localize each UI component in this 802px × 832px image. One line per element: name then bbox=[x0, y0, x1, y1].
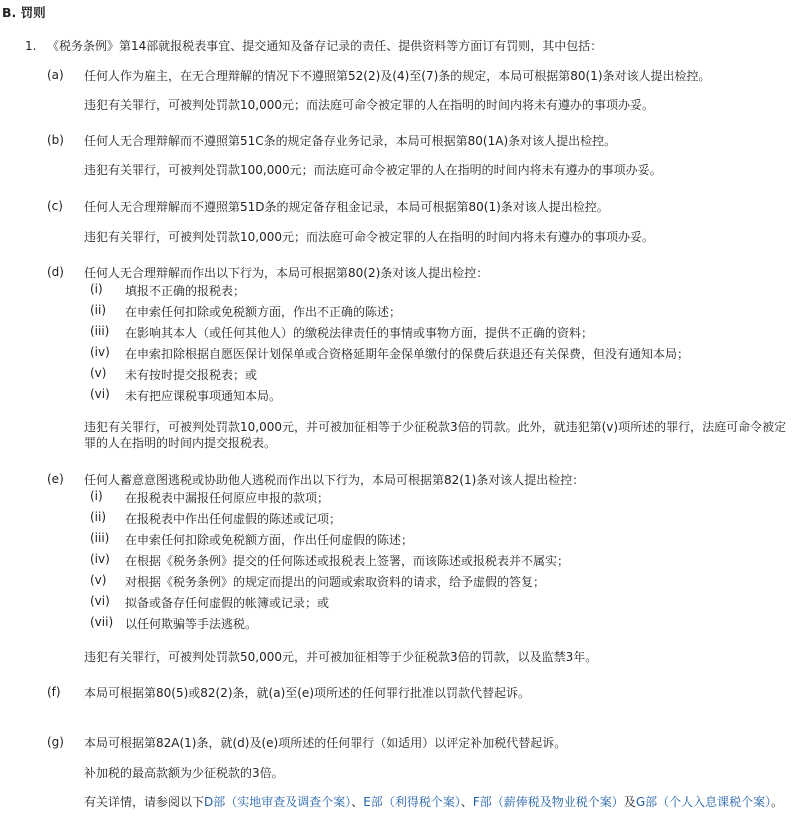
list-item: (iv) 在根据《税务条例》提交的任何陈述或报税表上签署，而该陈述或报税表并不属实； bbox=[90, 552, 570, 568]
item-a-label: (a) bbox=[47, 68, 64, 82]
list-item: (iv) 在申索扣除根据自愿医保计划保单或合资格延期年金保单缴付的保费后获退还有关保费，但没有通知本局； bbox=[90, 345, 690, 361]
separator: 、 bbox=[460, 795, 473, 809]
item-c-rule: 任何人无合理辩解而不遵照第51D条的规定备存租金记录，本局可根据第80(1)条对该人提出检控。 bbox=[84, 200, 609, 214]
link-part-f[interactable]: F部（薪俸税及物业税个案） bbox=[472, 795, 624, 809]
item-a-penalty: 违犯有关罪行，可被判处罚款10,000元；而法庭可命令被定罪的人在指明的时间内将未有遵办的事项办妥。 bbox=[84, 98, 654, 112]
separator: 及 bbox=[623, 795, 636, 809]
list-item: (ii) 在报税表中作出任何虚假的陈述或记项； bbox=[90, 510, 342, 526]
item-d-sublist bbox=[0, 282, 802, 408]
item-f-label: (f) bbox=[47, 685, 61, 699]
item-d-penalty: 违犯有关罪行，可被判处罚款10,000元，并可被加征相等于少征税款3倍的罚款。此外，就违犯第(v)项所述的罪行，法庭可命令被定罪的人在指明的时间内提交报税表。 bbox=[84, 420, 787, 450]
list-item: (vi) 拟备或备存任何虚假的帐簿或记录；或 bbox=[90, 594, 330, 610]
item-f-text: 本局可根据第80(5)或82(2)条，就(a)至(e)项所述的任何罪行批准以罚款代替起诉。 bbox=[84, 686, 531, 700]
item-a-rule: 任何人作为雇主，在无合理辩解的情况下不遵照第52(2)及(4)至(7)条的规定，本局可根据第80(1)条对该人提出检控。 bbox=[84, 69, 711, 83]
intro-number: 1. bbox=[25, 39, 37, 53]
list-item: (ii) 在申索任何扣除或免税额方面，作出不正确的陈述； bbox=[90, 303, 402, 319]
intro-text: 《税务条例》第14部就报税表事宜、提交通知及备存记录的责任、提供资料等方面订有罚则，其中包括： bbox=[47, 39, 603, 53]
list-item: (vi) 未有把应课税事项通知本局。 bbox=[90, 387, 282, 403]
list-item: (i) 在报税表中漏报任何原应申报的款项； bbox=[90, 489, 330, 505]
list-item: (v) 未有按时提交报税表；或 bbox=[90, 366, 258, 382]
item-e-sublist bbox=[0, 489, 802, 636]
link-part-d[interactable]: D部（实地审查及调查个案） bbox=[204, 795, 352, 809]
item-e-penalty: 违犯有关罪行，可被判处罚款50,000元，并可被加征相等于少征税款3倍的罚款，以及监禁3年。 bbox=[84, 650, 598, 664]
item-d-label: (d) bbox=[47, 265, 64, 279]
list-item: (i) 填报不正确的报税表； bbox=[90, 282, 246, 298]
item-g-label: (g) bbox=[47, 735, 64, 749]
list-item: (iii) 在申索任何扣除或免税额方面，作出任何虚假的陈述； bbox=[90, 531, 414, 547]
details-prefix: 有关详情，请参阅以下 bbox=[84, 795, 205, 809]
link-part-g[interactable]: G部（个人入息课税个案） bbox=[635, 795, 772, 809]
item-b-label: (b) bbox=[47, 133, 64, 147]
item-b-rule: 任何人无合理辩解而不遵照第51C条的规定备存业务记录，本局可根据第80(1A)条对该人提出检控。 bbox=[84, 134, 617, 148]
item-e-lead: 任何人蓄意意图逃税或协助他人逃税而作出以下行为，本局可根据第82(1)条对该人提出检控： bbox=[84, 473, 585, 487]
item-c-penalty: 违犯有关罪行，可被判处罚款10,000元；而法庭可命令被定罪的人在指明的时间内将未有遵办的事项办妥。 bbox=[84, 230, 654, 244]
item-c-label: (c) bbox=[47, 199, 63, 213]
item-g-details bbox=[84, 794, 788, 810]
intro-paragraph bbox=[25, 37, 602, 54]
list-item: (iii) 在影响其本人（或任何其他人）的缴税法律责任的事情或事物方面，提供不正确的资料； bbox=[90, 324, 594, 340]
item-g-max-penalty: 补加税的最高款额为少征税款的3倍。 bbox=[84, 766, 284, 780]
item-e-label: (e) bbox=[47, 472, 64, 486]
list-item: (v) 对根据《税务条例》的规定而提出的问题或索取资料的请求，给予虚假的答复； bbox=[90, 573, 546, 589]
item-d-lead: 任何人无合理辩解而作出以下行为，本局可根据第80(2)条对该人提出检控： bbox=[84, 266, 489, 280]
list-item: (vii) 以任何欺骗等手法逃税。 bbox=[90, 615, 258, 631]
separator: 、 bbox=[351, 795, 364, 809]
item-b-penalty: 违犯有关罪行，可被判处罚款100,000元；而法庭可命令被定罪的人在指明的时间内将未有遵办的事项办妥。 bbox=[84, 163, 662, 177]
separator: 。 bbox=[771, 795, 784, 809]
link-part-e[interactable]: E部（利得税个案） bbox=[363, 795, 461, 809]
item-g-text: 本局可根据第82A(1)条，就(d)及(e)项所述的任何罪行（如适用）以评定补加税代替起诉。 bbox=[84, 736, 567, 750]
section-title: B. 罚则 bbox=[2, 5, 46, 20]
